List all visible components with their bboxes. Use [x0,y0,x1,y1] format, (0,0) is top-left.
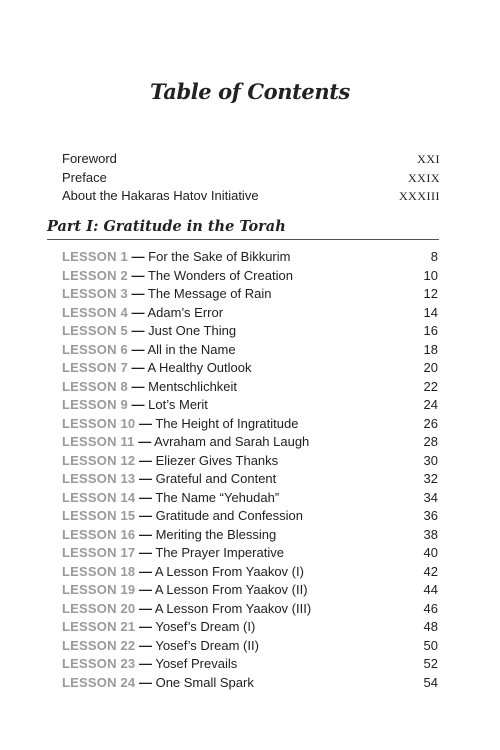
part-heading-rule [47,239,439,240]
lesson-dash: — [138,489,152,505]
lesson-dash: — [138,471,152,486]
lesson-number: LESSON 16 [62,526,136,542]
lesson-number: LESSON 9 [62,397,128,412]
lesson-entry[interactable] [62,489,438,508]
lesson-number: LESSON 5 [62,323,128,338]
lesson-dash: — [138,582,152,597]
lesson-page-number: 8 [430,249,438,264]
lesson-page-number: 26 [423,415,438,431]
lesson-entry[interactable] [62,304,438,323]
lesson-dash: — [131,286,145,301]
lesson-entry[interactable] [62,322,438,341]
lesson-heading [62,563,304,582]
lesson-heading [62,378,237,397]
lesson-dash: — [138,545,152,560]
entry-title: About the Hakaras Hatov Initiative [62,188,259,203]
lesson-number: LESSON 10 [62,415,136,431]
lesson-heading [62,526,276,545]
lesson-entry[interactable] [62,359,438,378]
lesson-dash: — [138,508,152,523]
lesson-number: LESSON 21 [62,619,136,634]
page-title: Table of Contents [150,79,350,104]
lesson-page-number: 44 [423,582,438,597]
lesson-page-number: 38 [423,526,438,542]
lesson-heading [62,452,278,471]
lesson-number: LESSON 17 [62,545,136,560]
lesson-heading [62,322,236,341]
lesson-entry[interactable] [62,433,438,452]
lesson-number: LESSON 4 [62,304,128,320]
lesson-heading [62,470,276,489]
lesson-title: A Lesson From Yaakov (II) [154,582,308,597]
lesson-entry[interactable] [62,507,438,526]
lesson-title: The Name “Yehudah” [155,489,280,505]
lesson-page-number: 14 [423,304,438,320]
lesson-dash: — [131,360,145,375]
lesson-entry[interactable] [62,470,438,489]
lesson-page-number: 16 [423,323,438,338]
lesson-entry[interactable] [62,544,438,563]
lesson-entry[interactable] [62,378,438,397]
lesson-dash: — [138,656,152,671]
lesson-number: LESSON 11 [62,434,135,449]
front-matter-entry[interactable] [62,150,440,169]
lesson-heading [62,267,293,286]
lesson-dash: — [138,619,152,634]
lesson-number: LESSON 3 [62,286,128,301]
lesson-number: LESSON 23 [62,656,136,671]
lesson-dash: — [138,563,152,579]
lesson-number: LESSON 1 [62,249,128,264]
lesson-entry[interactable] [62,581,438,600]
lesson-heading [62,396,208,415]
lesson-title: The Wonders of Creation [147,267,293,283]
lesson-number: LESSON 6 [62,341,128,357]
lesson-title: Adam’s Error [147,304,224,320]
lesson-title: Lot’s Merit [148,397,208,412]
lesson-dash: — [131,323,145,338]
lesson-title: Meriting the Blessing [155,526,277,542]
lesson-dash: — [138,434,152,449]
lesson-number: LESSON 7 [62,360,128,375]
lesson-entry[interactable] [62,341,438,360]
lesson-title: Gratitude and Confession [155,508,304,523]
lesson-heading [62,489,279,508]
lesson-dash: — [131,267,145,283]
lesson-page-number: 18 [423,341,438,357]
lesson-page-number: 40 [423,545,438,560]
lesson-title: All in the Name [147,341,236,357]
lesson-heading [62,248,290,267]
lesson-number: LESSON 19 [62,582,136,597]
lesson-entry[interactable] [62,415,438,434]
lesson-page-number: 22 [423,378,438,394]
lesson-heading [62,285,272,304]
lesson-title: One Small Spark [155,674,254,690]
lesson-entry[interactable] [62,267,438,286]
lesson-entry[interactable] [62,248,438,267]
lesson-entry[interactable] [62,637,438,656]
lesson-heading [62,341,236,360]
lesson-heading [62,544,284,563]
lesson-title: The Prayer Imperative [155,545,284,560]
lesson-entry[interactable] [62,674,438,693]
lesson-dash: — [131,397,145,412]
lesson-page-number: 20 [423,360,438,375]
lesson-dash: — [138,637,152,653]
lesson-dash: — [131,249,145,264]
lesson-dash: — [138,526,152,542]
lesson-title: The Message of Rain [147,286,272,301]
lesson-page-number: 42 [423,563,438,579]
lesson-page-number: 24 [423,397,438,412]
lesson-title: A Lesson From Yaakov (III) [154,600,312,616]
lesson-entry[interactable] [62,563,438,582]
lesson-heading [62,655,237,674]
lesson-page-number: 10 [423,267,438,283]
lesson-entry[interactable] [62,526,438,545]
lesson-dash: — [138,600,152,616]
lesson-entry[interactable] [62,655,438,674]
lesson-page-number: 46 [423,600,438,616]
lesson-dash: — [138,452,152,468]
entry-page-number: XXXIII [399,189,440,203]
lesson-number: LESSON 15 [62,508,136,523]
lesson-page-number: 12 [423,286,438,301]
entry-page-number: XXI [417,152,440,166]
lesson-entry[interactable] [62,396,438,415]
lesson-entry[interactable] [62,618,438,637]
lesson-entry[interactable] [62,452,438,471]
lesson-page-number: 36 [423,508,438,523]
lesson-title: Just One Thing [148,323,237,338]
lesson-heading [62,674,254,693]
lesson-number: LESSON 14 [62,489,136,505]
lesson-heading [62,359,252,378]
lesson-title: Yosef’s Dream (II) [155,637,259,653]
lesson-title: Mentschlichkeit [148,378,238,394]
lesson-list [62,248,438,692]
lesson-dash: — [138,415,152,431]
lesson-heading [62,581,308,600]
lesson-number: LESSON 12 [62,452,136,468]
lesson-title: Eliezer Gives Thanks [155,452,279,468]
entry-title: Preface [62,169,107,185]
lesson-title: Grateful and Content [155,471,277,486]
lesson-page-number: 50 [423,637,438,653]
front-matter-entry[interactable] [62,169,440,188]
lesson-title: For the Sake of Bikkurim [148,249,291,264]
lesson-title: Avraham and Sarah Laugh [154,434,310,449]
front-matter-entry[interactable] [62,187,440,206]
lesson-entry[interactable] [62,285,438,304]
lesson-heading [62,637,259,656]
entry-title: Foreword [62,151,117,166]
lesson-dash: — [131,341,145,357]
lesson-number: LESSON 2 [62,267,128,283]
part-heading: Part I: Gratitude in the Torah [47,218,286,235]
lesson-page-number: 30 [423,452,438,468]
lesson-heading [62,618,255,637]
lesson-dash: — [138,674,152,690]
lesson-number: LESSON 22 [62,637,136,653]
lesson-number: LESSON 24 [62,674,136,690]
lesson-dash: — [131,304,145,320]
front-matter-list [62,150,440,206]
lesson-title: Yosef Prevails [155,656,238,671]
lesson-title: Yosef’s Dream (I) [155,619,256,634]
lesson-title: A Lesson From Yaakov (I) [154,563,304,579]
entry-page-number: XXIX [408,170,440,185]
lesson-number: LESSON 20 [62,600,136,616]
lesson-entry[interactable] [62,600,438,619]
lesson-page-number: 34 [423,489,438,505]
lesson-page-number: 28 [423,434,438,449]
lesson-page-number: 48 [423,619,438,634]
lesson-number: LESSON 8 [62,378,128,394]
lesson-page-number: 52 [423,656,438,671]
lesson-number: LESSON 18 [62,563,136,579]
lesson-page-number: 32 [423,471,438,486]
lesson-page-number: 54 [423,674,438,690]
lesson-heading [62,600,311,619]
lesson-heading [62,415,298,434]
lesson-heading [62,433,309,452]
lesson-heading [62,507,303,526]
lesson-dash: — [131,378,145,394]
lesson-heading [62,304,223,323]
lesson-number: LESSON 13 [62,471,136,486]
lesson-title: The Height of Ingratitude [155,415,299,431]
lesson-title: A Healthy Outlook [147,360,252,375]
